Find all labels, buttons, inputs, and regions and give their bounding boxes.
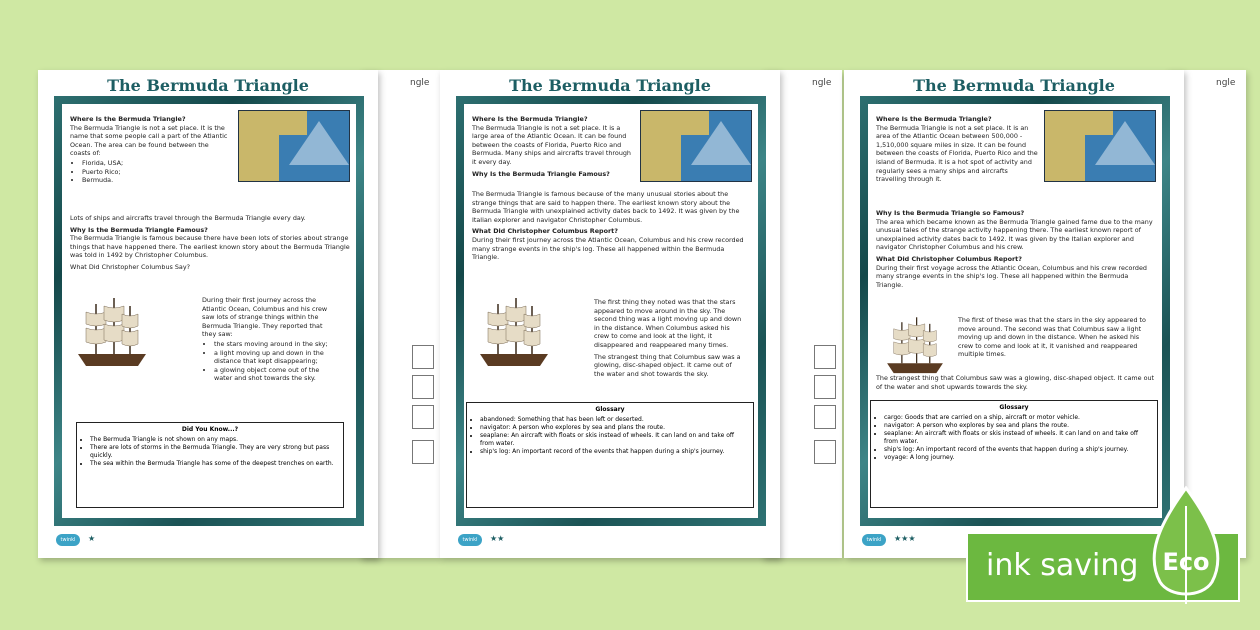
worksheet-body <box>62 104 356 518</box>
section-strangest <box>876 374 1156 391</box>
difficulty-stars: ★ <box>88 534 96 543</box>
paragraph: The strangest thing that Columbus saw was a glowing, disc-shaped object. It came out of the water and shot towards the sky. <box>594 352 741 378</box>
heading: Where Is the Bermuda Triangle? <box>70 115 186 123</box>
box-title: Did You Know...? <box>181 426 239 433</box>
worksheet-title: The Bermuda Triangle <box>509 76 711 95</box>
did-you-know-box <box>76 422 344 508</box>
sightings-list <box>202 340 338 383</box>
section-famous <box>876 206 1156 289</box>
section-famous <box>70 214 350 272</box>
paragraph: During their first journey across the Atlantic Ocean, Columbus and his crew saw lots of strange things within the Bermuda Triangle. They reported that they saw: <box>202 296 328 339</box>
section-where <box>70 112 230 186</box>
worksheet-body <box>868 104 1162 518</box>
glossary-box <box>870 400 1158 508</box>
section-columbus <box>958 316 1148 359</box>
back-page-label: ngle <box>410 78 430 88</box>
heading: Why Is the Bermuda Triangle so Famous? <box>876 209 1025 217</box>
eco-badge-label: Eco <box>1162 548 1210 576</box>
difficulty-stars: ★★★ <box>894 534 916 543</box>
list-item: • ship's log: An important record of the events that happen during a ship's journey. <box>884 446 1152 454</box>
worksheet-title: The Bermuda Triangle <box>107 76 309 95</box>
paragraph: The Bermuda Triangle is not a set place. It is an area of the Atlantic Ocean between 500,000 - 1,510,000 square miles in size. It can be found between the coasts of Florida, Puerto Rico and the island of Bermuda. It is a hot spot of activity and regularly sees a many ships and aircrafts travelling through it. <box>876 123 1038 184</box>
list-item: • navigator: A person who explores by sea and plans the route. <box>480 424 748 432</box>
paragraph: During their first voyage across the Atlantic Ocean, Columbus and his crew recorded many strange events in the ship's log. These all happened within the Bermuda Triangle. <box>876 263 1147 289</box>
answer-box <box>412 405 434 429</box>
paragraph: The area which became known as the Bermuda Triangle gained fame due to the many unusual tales of the strange activity happening there. The earliest known report of unexplained activity dates back to 1492. It was given by the Italian explorer and navigator Christopher Columbus and his crew. <box>876 217 1153 252</box>
answer-box <box>412 440 434 464</box>
list-item: • seaplane: An aircraft with floats or skis instead of wheels. It can land on and take off from water. <box>884 430 1152 446</box>
heading: What Did Christopher Columbus Say? <box>70 262 191 271</box>
ink-saving-label: ink saving <box>986 548 1139 583</box>
paragraph: During their first journey across the Atlantic Ocean, Columbus and his crew recorded many strange events in the ship's log. These all happened within the Bermuda Triangle. <box>472 235 744 262</box>
answer-box <box>814 375 836 399</box>
paragraph: The Bermuda Triangle is not a set place. It is a large area of the Atlantic Ocean. It can be found between the coasts of Florida, Puerto Rico and Bermuda. Many ships and aircrafts travel through it every day. <box>472 123 631 166</box>
sailing-ship-image <box>474 294 554 372</box>
footer <box>458 534 768 548</box>
paragraph: The first of these was that the stars in the sky appeared to move around. The second was that Columbus saw a light moving up and down in the distance. When he asked his crew to come and look at it, it vanished and reappeared multiple times. <box>958 316 1146 359</box>
heading: Why Is the Bermuda Triangle Famous? <box>70 225 208 234</box>
glossary-box <box>466 402 754 508</box>
list-item: • abandoned: Something that has been left or deserted. <box>480 416 748 424</box>
list-item: • a glowing object come out of the water and shot towards the sky. <box>214 366 338 383</box>
eco-leaf-icon <box>1138 486 1234 606</box>
list-item: • the stars moving around in the sky; <box>214 340 338 349</box>
section-where <box>472 112 632 178</box>
paragraph: Lots of ships and aircrafts travel through the Bermuda Triangle every day. <box>70 214 306 222</box>
answer-box <box>412 375 434 399</box>
heading: What Did Christopher Columbus Report? <box>876 254 1022 263</box>
footer <box>56 534 366 548</box>
location-list <box>70 159 230 185</box>
twinkl-logo: twinkl <box>56 534 80 546</box>
worksheet-3 <box>844 70 1184 558</box>
heading: Where Is the Bermuda Triangle? <box>472 115 588 123</box>
paragraph: The Bermuda Triangle is famous because of the many unusual stories about the strange things that are said to happen there. The earliest known story about the Bermuda Triangle with unexplained activity dates back to 1492. It was given by the Italian explorer and navigator Christopher Columbus. <box>472 190 740 224</box>
list-item: • The sea within the Bermuda Triangle has some of the deepest trenches on earth. <box>90 460 338 468</box>
section-famous <box>472 190 752 262</box>
bermuda-map-image <box>1044 110 1156 182</box>
list-item: • a light moving up and down in the distance that kept disappearing; <box>214 349 338 366</box>
list-item: • cargo: Goods that are carried on a ship, aircraft or motor vehicle. <box>884 414 1152 422</box>
paragraph: The first thing they noted was that the stars appeared to move around in the sky. The second thing was a light moving up and down in the distance. When Columbus asked his crew to come and look at the light, it disappeared and reappeared many times. <box>594 298 742 349</box>
twinkl-logo: twinkl <box>458 534 482 546</box>
sailing-ship-image <box>72 294 152 372</box>
list-item: • Bermuda. <box>82 176 230 185</box>
heading: Where Is the Bermuda Triangle? <box>876 115 992 123</box>
back-page-label: ngle <box>812 78 832 88</box>
answer-box <box>814 405 836 429</box>
worksheet-2 <box>440 70 780 558</box>
paragraph: The Bermuda Triangle is famous because there have been lots of stories about strange things that have happened there. The earliest known story about the Bermuda Triangle was told in 1492 by Christopher Columbus. <box>70 234 350 260</box>
answer-box <box>412 345 434 369</box>
worksheet-1 <box>38 70 378 558</box>
list-item: • The Bermuda Triangle is not shown on any maps. <box>90 436 338 444</box>
section-columbus <box>202 296 338 384</box>
heading: What Did Christopher Columbus Report? <box>472 227 618 236</box>
worksheet-body <box>464 104 758 518</box>
paragraph: The strangest thing that Columbus saw was a glowing, disc-shaped object. It came out of the water and shot upwards towards the sky. <box>876 374 1155 391</box>
bermuda-map-image <box>238 110 350 182</box>
answer-box <box>814 440 836 464</box>
heading: Why Is the Bermuda Triangle Famous? <box>472 169 610 178</box>
list-item: • voyage: A long journey. <box>884 454 1152 462</box>
list-item: • Puerto Rico; <box>82 168 230 177</box>
twinkl-logo: twinkl <box>862 534 886 546</box>
list-item: • navigator: A person who explores by sea and plans the route. <box>884 422 1152 430</box>
list-item: • ship's log: An important record of the events that happen during a ship's journey. <box>480 448 748 456</box>
paragraph: The Bermuda Triangle is not a set place. It is the name that some people call a part of the Atlantic Ocean. The area can be found between the coasts of: <box>70 123 228 158</box>
section-columbus <box>594 298 744 378</box>
box-title: Glossary <box>999 404 1029 411</box>
answer-box <box>814 345 836 369</box>
list-item: • There are lots of storms in the Bermuda Triangle. They are very strong but pass quickly. <box>90 444 338 460</box>
bermuda-map-image <box>640 110 752 182</box>
back-page-label: ngle <box>1216 78 1236 88</box>
section-where <box>876 112 1038 184</box>
list-item: • Florida, USA; <box>82 159 230 168</box>
worksheet-title: The Bermuda Triangle <box>913 76 1115 95</box>
box-title: Glossary <box>595 406 625 413</box>
difficulty-stars: ★★ <box>490 534 505 543</box>
sailing-ship-image <box>882 314 948 378</box>
list-item: • seaplane: An aircraft with floats or skis instead of wheels. It can land on and take off from water. <box>480 432 748 448</box>
